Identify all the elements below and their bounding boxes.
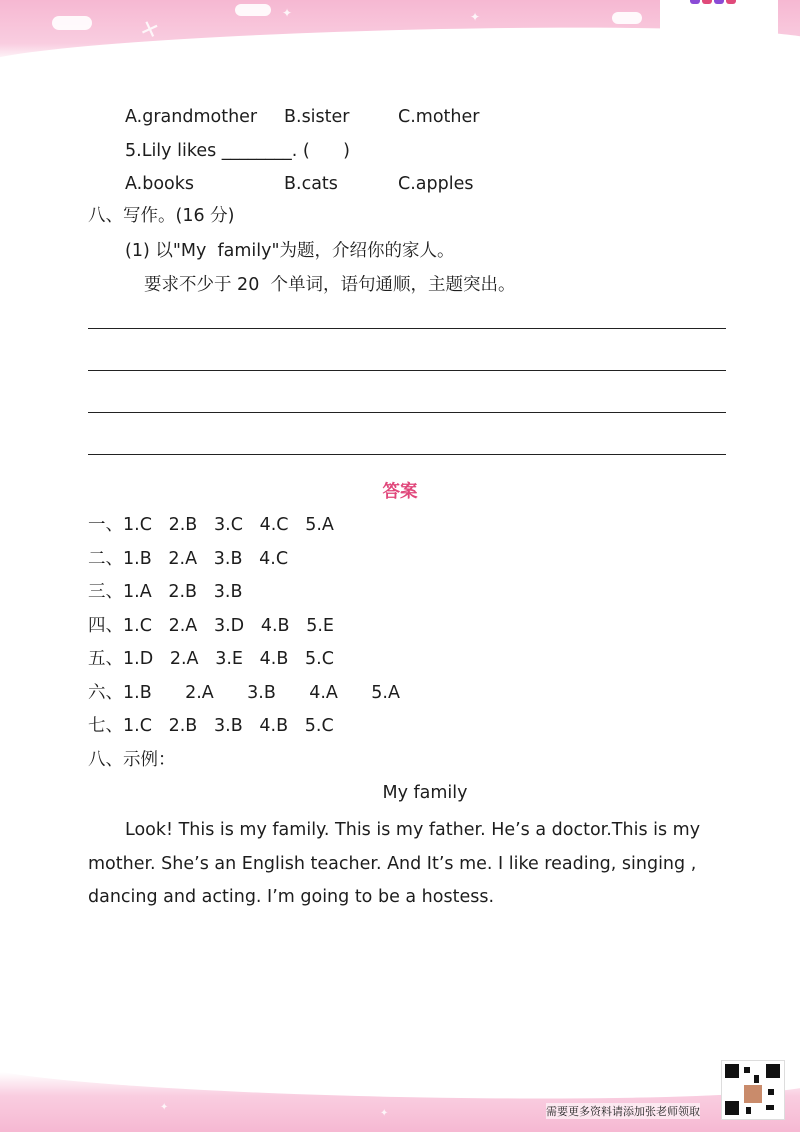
answer-line: 三、1.A 2.B 3.B [88,582,243,602]
star-icon: ✦ [380,1108,389,1119]
q4-option-b: B.sister [284,107,350,127]
answers-title: 答案 [382,482,418,502]
sample-essay-body: Look! This is my family. This is my father. He’s a doctor.This is my mother. She’s an English teacher. And It’s me. I like reading, singing , dancing and acting. I’m going to be a hostess. [88,820,701,907]
logo-panel [660,0,778,48]
answer-line: 四、1.C 2.A 3.D 4.B 5.E [88,616,334,636]
writing-line[interactable] [88,454,726,455]
cloud-decoration [52,16,92,30]
sample-essay-title: My family [382,783,468,803]
star-icon: ✕ [136,15,163,46]
writing-line[interactable] [88,328,726,329]
q5-option-a: A.books [125,174,195,194]
qr-note: 需要更多资料请添加张老师领取 [546,1105,700,1118]
writing-line[interactable] [88,412,726,413]
writing-line[interactable] [88,370,726,371]
q5-option-c: C.apples [398,174,474,194]
answer-line: 七、1.C 2.B 3.B 4.B 5.C [88,716,334,736]
top-banner [0,0,800,62]
q5-option-b: B.cats [284,174,338,194]
q4-option-a: A.grandmother [125,107,258,127]
answer-line: 六、1.B 2.A 3.B 4.A 5.A [88,683,400,703]
star-icon: ✦ [470,10,481,24]
answer-line: 一、1.C 2.B 3.C 4.C 5.A [88,515,334,535]
q5-stem: 5.Lily likes ________. ( ) [125,141,350,161]
section-8-heading: 八、写作。(16 分) [88,206,235,226]
banner-wave [0,1033,800,1106]
writing-requirement: 要求不少于 20 个单词，语句通顺，主题突出。 [144,275,516,295]
star-icon: ✦ [282,6,293,20]
star-icon: ✦ [160,1102,169,1113]
qr-code-icon[interactable] [721,1060,785,1120]
answer-line: 八、示例： [88,750,176,770]
writing-prompt: (1) 以"My family"为题，介绍你的家人。 [125,241,455,261]
answer-line: 二、1.B 2.A 3.B 4.C [88,549,289,569]
cloud-decoration [612,12,642,24]
answer-line: 五、1.D 2.A 3.E 4.B 5.C [88,649,334,669]
bottom-banner [0,1072,800,1132]
q4-option-c: C.mother [398,107,480,127]
cloud-decoration [235,4,271,16]
